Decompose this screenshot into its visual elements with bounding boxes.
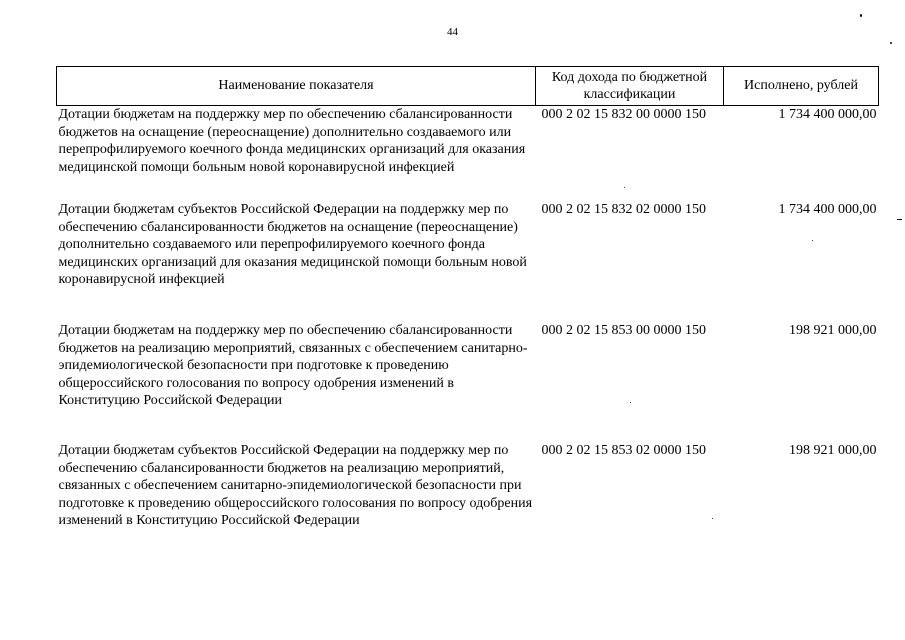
table-row [57,201,879,322]
header-executed-amount: Исполнено, рублей [724,67,879,106]
revenue-code-cell: 000 2 02 15 853 02 0000 150 [541,443,706,458]
scan-speck [812,240,813,241]
scan-speck [890,42,892,44]
executed-amount-cell: 1 734 400 000,00 [778,202,877,217]
table-header-row [57,67,879,106]
indicator-name-cell: Дотации бюджетам субъектов Российской Федерации на поддержку мер по обеспечению сбалансированности бюджетов на реализацию мероприятий, связанных с обеспечением санитарно-эпидемиологической безопасности при подготовке к проведению общероссийского голосования по вопросу одобрения изменений в Конституцию Российской Федерации [58,443,533,528]
scan-speck [630,402,631,403]
executed-amount-cell: 198 921 000,00 [789,323,877,338]
header-revenue-code: Код дохода по бюджетной классификации [536,67,724,106]
scan-speck [712,518,713,519]
page-number: 44 [447,26,458,38]
revenue-code-cell: 000 2 02 15 832 02 0000 150 [541,202,706,217]
scan-speck [624,187,625,188]
indicator-name-cell: Дотации бюджетам субъектов Российской Федерации на поддержку мер по обеспечению сбалансированности бюджетов на оснащение (переоснащение) дополнительно создаваемого или перепрофилируемого коечного фонда медицинских организаций для оказания медицинской помощи больным новой коронавирусной инфекцией [58,202,527,287]
scan-speck [860,14,862,17]
executed-amount-cell: 1 734 400 000,00 [778,107,877,122]
budget-revenue-table [56,66,879,562]
executed-amount-cell: 198 921 000,00 [789,443,877,458]
indicator-name-cell: Дотации бюджетам на поддержку мер по обеспечению сбалансированности бюджетов на оснащение (переоснащение) дополнительно создаваемого или перепрофилируемого коечного фонда медицинских организаций для оказания медицинской помощи больным новой коронавирусной инфекцией [58,107,526,175]
table-row [57,322,879,442]
revenue-code-cell: 000 2 02 15 832 00 0000 150 [541,107,706,122]
indicator-name-cell: Дотации бюджетам на поддержку мер по обеспечению сбалансированности бюджетов на реализацию мероприятий, связанных с обеспечением санитарно-эпидемиологической безопасности при подготовке к проведению общероссийского голосования по вопросу одобрения изменений в Конституцию Российской Федерации [58,323,528,408]
scan-speck [897,219,902,220]
table-row [57,106,879,202]
revenue-code-cell: 000 2 02 15 853 00 0000 150 [541,323,706,338]
table-row [57,442,879,562]
header-indicator-name: Наименование показателя [57,67,536,106]
